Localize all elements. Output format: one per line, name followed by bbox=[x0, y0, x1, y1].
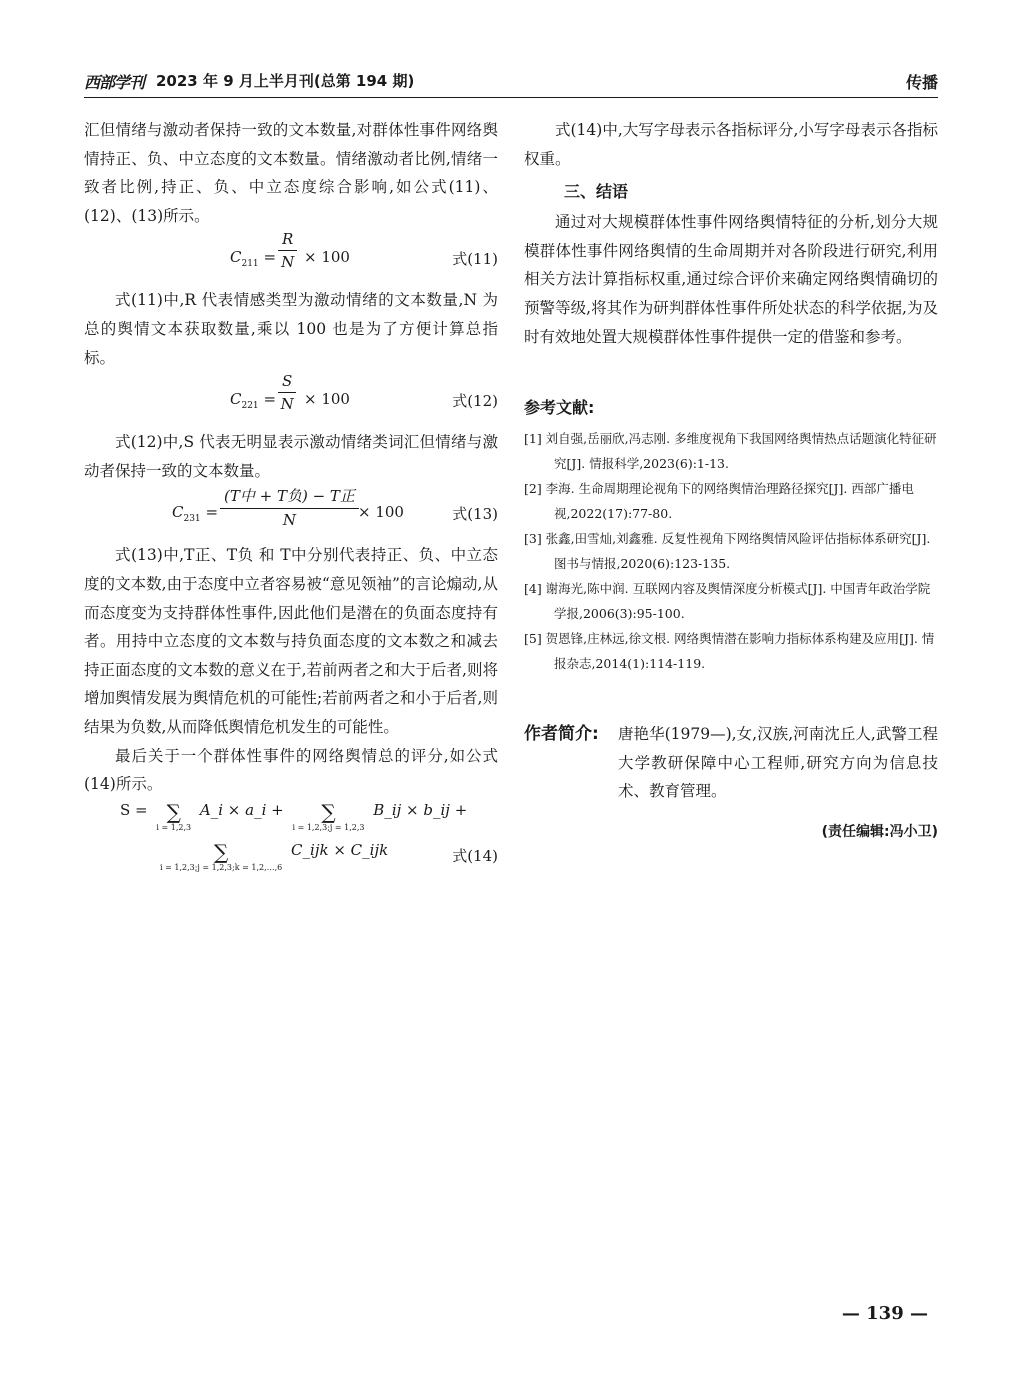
paragraph: 通过对大规模群体性事件网络舆情特征的分析,划分大规模群体性事件网络舆情的生命周期并对各阶段进行研究,利用相关方法计算指标权重,通过综合评价来确定网络舆情确切的预警等级,将其作为研判群体性事件所处状态的科学依据,为及时有效地处置大规模群体性事件提供一定的借鉴和参考。 bbox=[524, 213, 938, 346]
section-name: 传播 bbox=[905, 73, 938, 92]
denominator: N bbox=[280, 395, 294, 414]
running-header bbox=[84, 70, 938, 98]
formula-tag: 式(14) bbox=[452, 846, 498, 865]
formula-symbol: C bbox=[230, 248, 242, 267]
formula-13: $C_{231}$ = (T中 + T负) − T正 N × 100 式(13) bbox=[172, 487, 498, 530]
right-column bbox=[524, 116, 938, 841]
formula-12: $C_{221}$ = $\frac{S}{N}$ × 100 式(12) bbox=[230, 372, 498, 414]
references-heading: 参考文献: bbox=[524, 398, 595, 418]
numerator: S bbox=[278, 372, 296, 393]
formula-lhs: S = bbox=[120, 800, 148, 819]
sum-limit: i = 1,2,3;j = 1,2,3;k = 1,2,…,6 bbox=[160, 862, 283, 872]
reference-item: [3] 张鑫,田雪灿,刘鑫雅. 反复性视角下网络舆情风险评估指标体系研究[J]. 图书与情报,2020(6):123-135. bbox=[524, 531, 931, 572]
paragraph: 式(13)中,T正、T负 和 T中分别代表持正、负、中立态度的文本数,由于态度中立者容易被“意见领袖”的言论煽动,从而态度变为支持群体性事件,因此他们是潜在的负面态度持有者。用持中立态度的文本数与持负面态度的文本数之和减去持正面态度的文本数的意义在于,若前两者之和大于后者,则将增加舆情发展为舆情危机的可能性;若前两者之和小于后者,则结果为负数,从而降低舆情危机发生的可能性。 bbox=[84, 546, 498, 736]
formula-subscript: 211 bbox=[241, 259, 259, 270]
reference-item: [5] 贺恩锋,庄林远,徐文根. 网络舆情潜在影响力指标体系构建及应用[J]. 情报杂志,2014(1):114-119. bbox=[524, 631, 935, 672]
reference-item: [4] 谢海光,陈中润. 互联网内容及舆情深度分析模式[J]. 中国青年政治学院学报,2006(3):95-100. bbox=[524, 581, 931, 622]
sum-symbol: ∑ i = 1,2,3;j = 1,2,3;k = 1,2,…,6 bbox=[160, 839, 283, 872]
paragraph: 式(12)中,S 代表无明显表示激动情绪类词汇但情绪与激动者保持一致的文本数量。 bbox=[84, 433, 498, 480]
formula-multiplier: × 100 bbox=[304, 390, 350, 409]
issue-info: 2023 年 9 月上半月刊(总第 194 期) bbox=[156, 72, 415, 90]
formula-subscript: 231 bbox=[183, 514, 201, 525]
page-number: — 139 — bbox=[841, 1303, 928, 1324]
denominator: N bbox=[282, 511, 297, 530]
formula-multiplier: × 100 bbox=[304, 248, 350, 267]
paragraph: 式(11)中,R 代表情感类型为激动情绪的文本数量,N 为总的舆情文本获取数量,乘以 100 也是为了方便计算总指标。 bbox=[84, 291, 498, 367]
left-column bbox=[84, 116, 498, 889]
reference-list bbox=[524, 426, 938, 676]
reference-item: [2] 李海. 生命周期理论视角下的网络舆情治理路径探究[J]. 西部广播电视,2022(17):77-80. bbox=[524, 481, 914, 522]
formula-multiplier: × 100 bbox=[358, 503, 404, 522]
formula-term: A_i × a_i + bbox=[199, 800, 284, 819]
formula-11: $C_{211}$ = $\frac{R}{N}$ × 100 式(11) bbox=[230, 230, 498, 272]
numerator: R bbox=[278, 230, 297, 251]
formula-symbol: C bbox=[172, 503, 184, 522]
paragraph: 汇但情绪与激动者保持一致的文本数量,对群体性事件网络舆情持正、负、中立态度的文本数量。情绪激动者比例,情绪一致者比例,持正、负、中立态度综合影响,如公式(11)、(12)、(13)所示。 bbox=[84, 121, 498, 225]
numerator: (T中 + T负) − T正 bbox=[220, 485, 359, 509]
sum-symbol: ∑ i = 1,2,3;j = 1,2,3 bbox=[292, 799, 365, 832]
denominator: N bbox=[281, 253, 295, 272]
paragraph: 最后关于一个群体性事件的网络舆情总的评分,如公式(14)所示。 bbox=[84, 746, 498, 794]
sum-limit: i = 1,2,3 bbox=[156, 822, 192, 832]
paragraph: 式(14)中,大写字母表示各指标评分,小写字母表示各指标权重。 bbox=[524, 121, 938, 168]
author-label: 作者简介: bbox=[524, 724, 599, 745]
author-bio bbox=[524, 720, 938, 806]
formula-tag: 式(12) bbox=[452, 392, 498, 411]
formula-tag: 式(11) bbox=[452, 250, 498, 269]
sum-symbol: ∑ i = 1,2,3 bbox=[156, 799, 192, 832]
formula-term: B_ij × b_ij + bbox=[373, 800, 468, 819]
formula-symbol: C bbox=[230, 390, 242, 409]
formula-tag: 式(13) bbox=[452, 505, 498, 524]
header-rule bbox=[84, 97, 938, 98]
formula-14 bbox=[84, 799, 498, 889]
sum-limit: i = 1,2,3;j = 1,2,3 bbox=[292, 822, 365, 832]
section-heading: 三、结语 bbox=[564, 182, 629, 202]
formula-term: C_ijk × C_ijk bbox=[291, 840, 389, 859]
author-text: 唐艳华(1979—),女,汉族,河南沈丘人,武警工程大学教研保障中心工程师,研究方向为信息技术、教育管理。 bbox=[618, 725, 938, 801]
formula-subscript: 221 bbox=[241, 401, 259, 412]
reference-item: [1] 刘自强,岳丽欣,冯志刚. 多维度视角下我国网络舆情热点话题演化特征研究[J]. 情报科学,2023(6):1-13. bbox=[524, 431, 937, 472]
responsible-editor: (责任编辑:冯小卫) bbox=[821, 824, 938, 841]
journal-logo: 西部学刊 bbox=[84, 73, 145, 92]
